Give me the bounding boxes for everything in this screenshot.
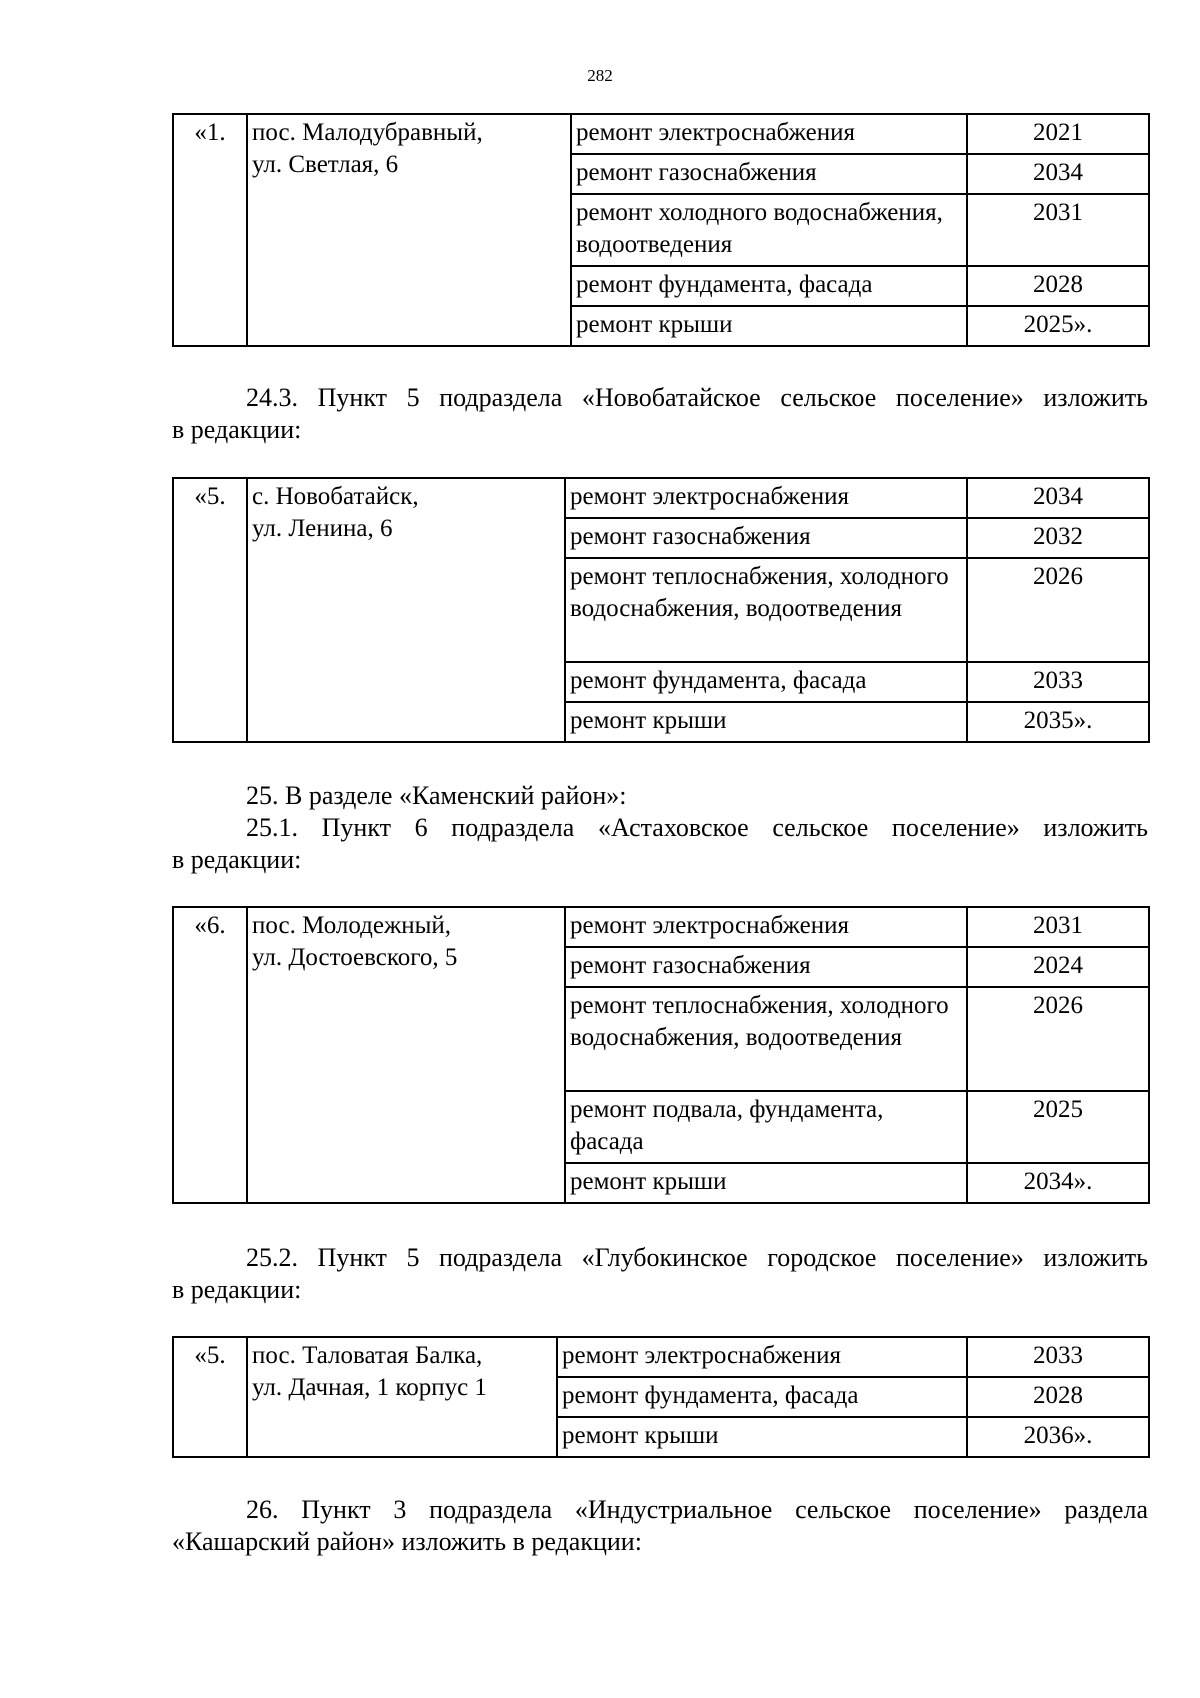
address-cell <box>247 114 571 346</box>
paragraph-24-3 <box>172 382 1148 446</box>
year-cell: 2034 <box>967 154 1149 194</box>
address-line: ул. Дачная, 1 корпус 1 <box>252 1374 487 1401</box>
year-cell: 2033 <box>967 662 1149 702</box>
year-cell: 2035». <box>967 702 1149 742</box>
address-cell <box>247 1337 557 1457</box>
paragraph-line: в редакции: <box>172 415 302 444</box>
repair-table-4 <box>172 1336 1150 1458</box>
table-row <box>173 1337 1149 1377</box>
address-line: пос. Таловатая Балка, <box>252 1342 483 1369</box>
work-cell: ремонт фундамента, фасада <box>565 662 967 702</box>
work-cell: ремонт газоснабжения <box>565 947 967 987</box>
address-line: ул. Ленина, 6 <box>252 515 393 542</box>
work-cell: ремонт газоснабжения <box>571 154 967 194</box>
work-cell: ремонт крыши <box>571 306 967 346</box>
work-cell: ремонт подвала, фундамента, фасада <box>565 1091 967 1163</box>
address-line: ул. Достоевского, 5 <box>252 944 458 971</box>
item-number: «5. <box>173 478 247 742</box>
year-cell: 2034 <box>967 478 1149 518</box>
address-line: ул. Светлая, 6 <box>252 151 399 178</box>
item-number: «1. <box>173 114 247 346</box>
address-line: с. Новобатайск, <box>252 483 419 510</box>
paragraph-26 <box>172 1494 1148 1558</box>
year-cell: 2026 <box>967 987 1149 1091</box>
repair-table-3 <box>172 906 1150 1204</box>
work-cell: ремонт фундамента, фасада <box>571 266 967 306</box>
table-row <box>173 907 1149 947</box>
work-cell: ремонт газоснабжения <box>565 518 967 558</box>
paragraph-25 <box>172 780 1148 876</box>
repair-table-1 <box>172 113 1150 347</box>
paragraph-line: «Кашарский район» изложить в редакции: <box>172 1527 642 1556</box>
work-cell: ремонт электроснабжения <box>565 907 967 947</box>
year-cell: 2032 <box>967 518 1149 558</box>
table-row <box>173 478 1149 518</box>
table-row <box>173 114 1149 154</box>
work-cell: ремонт фундамента, фасада <box>557 1377 967 1417</box>
work-cell: ремонт электроснабжения <box>557 1337 967 1377</box>
year-cell: 2025 <box>967 1091 1149 1163</box>
paragraph-line: 25.2. Пункт 5 подраздела «Глубокинское городское поселение» изложить <box>246 1243 1148 1272</box>
year-cell: 2028 <box>967 266 1149 306</box>
paragraph-line: 25.1. Пункт 6 подраздела «Астаховское сельское поселение» изложить <box>246 813 1148 842</box>
address-line: пос. Молодежный, <box>252 912 452 939</box>
year-cell: 2024 <box>967 947 1149 987</box>
paragraph-line: 26. Пункт 3 подраздела «Индустриальное сельское поселение» раздела <box>246 1495 1148 1524</box>
address-line: пос. Малодубравный, <box>252 119 483 146</box>
address-cell <box>247 478 565 742</box>
year-cell: 2033 <box>967 1337 1149 1377</box>
paragraph-line: в редакции: <box>172 1275 302 1304</box>
year-cell: 2021 <box>967 114 1149 154</box>
year-cell: 2031 <box>967 194 1149 266</box>
year-cell: 2025». <box>967 306 1149 346</box>
address-cell <box>247 907 565 1203</box>
year-cell: 2034». <box>967 1163 1149 1203</box>
repair-table-2 <box>172 477 1150 743</box>
item-number: «6. <box>173 907 247 1203</box>
work-cell: ремонт теплоснабжения, холодного водоснабжения, водоотведения <box>565 558 967 662</box>
work-cell: ремонт электроснабжения <box>571 114 967 154</box>
work-cell: ремонт теплоснабжения, холодного водоснабжения, водоотведения <box>565 987 967 1091</box>
paragraph-line: 24.3. Пункт 5 подраздела «Новобатайское сельское поселение» изложить <box>246 383 1148 412</box>
year-cell: 2026 <box>967 558 1149 662</box>
paragraph-line: 25. В разделе «Каменский район»: <box>246 781 627 810</box>
work-cell: ремонт крыши <box>557 1417 967 1457</box>
year-cell: 2031 <box>967 907 1149 947</box>
work-cell: ремонт холодного водоснабжения, водоотведения <box>571 194 967 266</box>
page-number: 282 <box>587 66 613 85</box>
work-cell: ремонт крыши <box>565 702 967 742</box>
paragraph-25-2 <box>172 1242 1148 1306</box>
item-number: «5. <box>173 1337 247 1457</box>
work-cell: ремонт крыши <box>565 1163 967 1203</box>
work-cell: ремонт электроснабжения <box>565 478 967 518</box>
year-cell: 2036». <box>967 1417 1149 1457</box>
paragraph-line: в редакции: <box>172 845 302 874</box>
year-cell: 2028 <box>967 1377 1149 1417</box>
